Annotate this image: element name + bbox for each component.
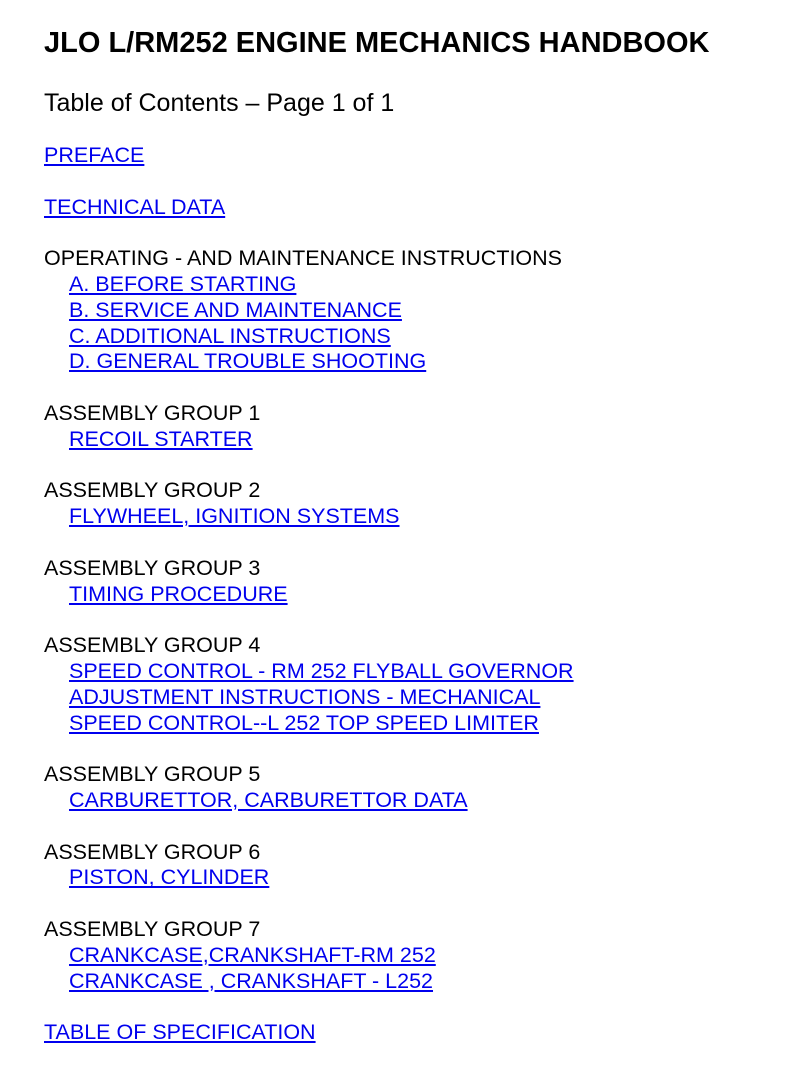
link-additional-instructions[interactable]: C. ADDITIONAL INSTRUCTIONS xyxy=(69,323,391,348)
link-recoil-starter[interactable]: RECOIL STARTER xyxy=(69,426,253,451)
section-heading-group-6: ASSEMBLY GROUP 6 xyxy=(44,839,261,864)
toc-section-operating xyxy=(44,246,794,375)
link-flywheel-ignition-systems[interactable]: FLYWHEEL, IGNITION SYSTEMS xyxy=(69,504,400,529)
link-speed-control-top-speed-limiter[interactable]: SPEED CONTROL--L 252 TOP SPEED LIMITER xyxy=(69,710,539,735)
toc-section-group-3 xyxy=(44,556,794,608)
toc-section-technical-data xyxy=(44,195,794,221)
section-heading-group-7: ASSEMBLY GROUP 7 xyxy=(44,916,261,941)
toc-section-group-4 xyxy=(44,633,794,736)
link-piston-cylinder[interactable]: PISTON, CYLINDER xyxy=(69,865,270,890)
link-adjustment-instructions-mechanical[interactable]: ADJUSTMENT INSTRUCTIONS - MECHANICAL xyxy=(69,684,541,709)
link-table-of-specification[interactable]: TABLE OF SPECIFICATION xyxy=(44,1020,316,1045)
link-crankcase-crankshaft-l252[interactable]: CRANKCASE , CRANKSHAFT - L252 xyxy=(69,968,434,993)
toc-section-group-7 xyxy=(44,917,794,994)
toc-section-group-1 xyxy=(44,401,794,453)
link-timing-procedure[interactable]: TIMING PROCEDURE xyxy=(69,581,288,606)
toc-section-group-6 xyxy=(44,840,794,892)
link-general-trouble-shooting[interactable]: D. GENERAL TROUBLE SHOOTING xyxy=(69,349,427,374)
section-heading-operating: OPERATING - AND MAINTENANCE INSTRUCTIONS xyxy=(44,246,563,271)
section-heading-group-3: ASSEMBLY GROUP 3 xyxy=(44,555,261,580)
link-service-and-maintenance[interactable]: B. SERVICE AND MAINTENANCE xyxy=(69,297,402,322)
table-of-contents xyxy=(44,143,794,1072)
link-preface[interactable]: PREFACE xyxy=(44,143,145,167)
toc-subtitle: Table of Contents – Page 1 of 1 xyxy=(44,89,395,117)
section-heading-group-1: ASSEMBLY GROUP 1 xyxy=(44,400,261,425)
toc-section-preface xyxy=(44,143,794,169)
section-heading-group-2: ASSEMBLY GROUP 2 xyxy=(44,478,261,503)
link-technical-data[interactable]: TECHNICAL DATA xyxy=(44,194,226,219)
toc-section-specification xyxy=(44,1020,794,1046)
section-heading-group-5: ASSEMBLY GROUP 5 xyxy=(44,762,261,787)
link-carburettor-data[interactable]: CARBURETTOR, CARBURETTOR DATA xyxy=(69,787,468,812)
section-heading-group-4: ASSEMBLY GROUP 4 xyxy=(44,633,261,658)
toc-section-group-2 xyxy=(44,478,794,530)
link-crankcase-crankshaft-rm252[interactable]: CRANKCASE,CRANKSHAFT-RM 252 xyxy=(69,942,436,967)
link-before-starting[interactable]: A. BEFORE STARTING xyxy=(69,271,297,296)
link-speed-control-flyball-governor[interactable]: SPEED CONTROL - RM 252 FLYBALL GOVERNOR xyxy=(69,658,574,683)
document-title: JLO L/RM252 ENGINE MECHANICS HANDBOOK xyxy=(44,27,710,59)
toc-section-group-5 xyxy=(44,762,794,814)
